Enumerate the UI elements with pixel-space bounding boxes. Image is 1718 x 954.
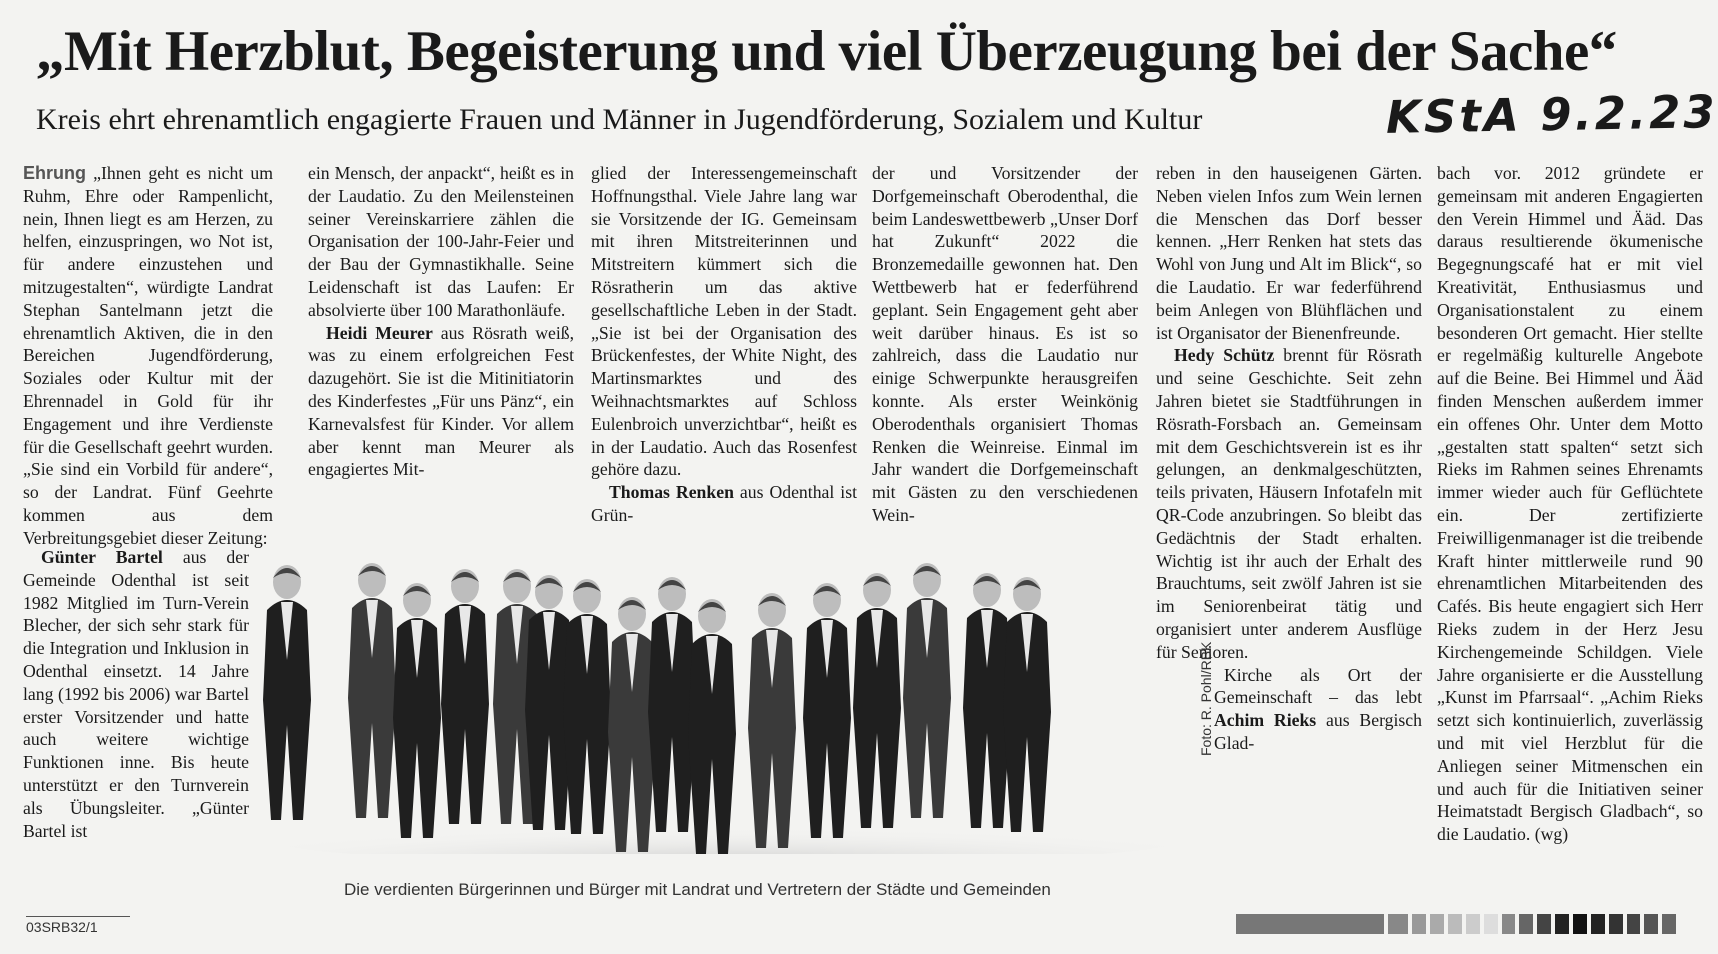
print-bar <box>1609 914 1623 934</box>
print-bar <box>1466 914 1480 934</box>
print-bar <box>1484 914 1498 934</box>
honoree-name-meurer: Heidi Meurer <box>326 322 433 343</box>
group-photo <box>247 536 1212 854</box>
page-code: 03SRB32/1 <box>26 916 130 935</box>
print-bar <box>1412 914 1426 934</box>
print-bar <box>1448 914 1462 934</box>
column-3-text: glied der Interessengemeinschaft Hoffnungsthal. Viele Jahre lang war sie Vorsitzende der IG. Gemeinsam mit ihren Mitstreiterinnen und Mitstreitern kümmert sich die Rösratherin um das aktive gesellschaftliche Leben in der Stadt. „Sie ist bei der Organisation des Brückenfestes, der White Night, des Martinsmarktes und des Weihnachtsmarktes auf Schloss Eulenbroich unverzichtbar“, heißt es in der Laudatio. Auch das Rosenfest gehöre dazu. <box>591 163 857 480</box>
article-column-2 <box>308 162 574 481</box>
column-2-text: ein Mensch, der anpackt“, heißt es in der Laudatio. Zu den Meilensteinen seiner Vereinskarriere zählen die Organisation der 100-Jahr-Feier und der Bau der Gymnastikhalle. Seine Leidenschaft ist das Laufen: Er absolvierte über 100 Marathonläufe. <box>308 163 574 320</box>
kicker-label: Ehrung <box>23 163 86 183</box>
print-bar <box>1627 914 1641 934</box>
honoree-name-renken: Thomas Renken <box>609 482 734 503</box>
print-bar <box>1555 914 1569 934</box>
column-6-text: bach vor. 2012 gründete er gemeinsam mit anderen Engagierten den Verein Himmel und Ääd. Das daraus resultierende ökumenische Begegnungscafé hat er mit viel Kreativität, Enthusiasmus und Organisationstalent zu einem besonderen Ort gemacht. Hier stellte er regelmäßig kulturelle Angebote auf die Beine. Bei Himmel und Ääd finden Menschen außerdem immer ein offenes Ohr. Unter dem Motto „gestalten statt spalten“ setzt sich Rieks im Rahmen seines Ehrenamts immer wieder auch für Geflüchtete ein. Der zertifizierte Freiwilligenmanager ist die treibende Kraft hinter mittlerweile rund 90 ehrenamtlichen Mitarbeitenden des Cafés. Bis heute engagiert sich Herr Rieks zudem in der Herz Jesu Kirchengemeinde Schildgen. Viele Jahre organisierte er die Ausstellung „Kunst im Pfarrsaal“. „Achim Rieks setzt sich kontinuierlich, zuverlässig und mit viel Herzblut für die Anliegen seiner Mitmenschen ein und auch für die Initiativen seiner Heimatstadt Bergisch Gladbach“, so die Laudatio. (wg) <box>1437 163 1703 845</box>
photo-credit: Foto: R. Pohl/RBK <box>1198 641 1214 756</box>
column-4-text: der und Vorsitzender der Dorfgemeinschaft Oberodenthal, die beim Landeswettbewerb „Unser Dorf hat Zukunft“ 2022 die Bronzemedaille gewonnen hat. Den Wettbewerb hat er federführend geplant. Sein Engagement geht aber weit darüber hinaus. Es ist so zahlreich, dass die Laudatio nur einige Schwerpunkte herausgreifen konnte. Als erster Weinkönig Oberodenthals organisiert Thomas Renken die Weinreise. Einmal im Jahr wandert die Dorfgemeinschaft mit Gästen zu den verschiedenen Wein- <box>872 163 1138 525</box>
honoree-name-rieks: Achim Rieks <box>1214 710 1317 731</box>
column-3-lower-text: aus Odenthal ist Grün- <box>591 482 857 525</box>
print-control-bars <box>1236 914 1676 934</box>
article-column-6 <box>1437 162 1703 846</box>
print-bar <box>1502 914 1516 934</box>
article-column-1 <box>23 162 273 550</box>
column-1-text: „Ihnen geht es nicht um Ruhm, Ehre oder Rampenlicht, nein, Ihnen liegt es am Herzen, zu helfen, einzuspringen, wo Not ist, für andere einzustehen und mitzugestalten“, würdigte Landrat Stephan Santelmann jetzt die ehrenamtlich Aktiven, die in den Bereichen Jugendförderung, Soziales oder Kultur mit der Ehrennadel in Gold für ihr Engagement und ihre Verdienste für die Gesellschaft geehrt wurden. „Sie sind ein Vorbild für andere“, so der Landrat. Fünf Geehrte kommen aus dem Verbreitungsgebiet dieser Zeitung: <box>23 163 274 548</box>
print-bar <box>1662 914 1676 934</box>
handwritten-source-note: KStA 9.2.23 <box>1385 85 1718 144</box>
column-5-rieks-intro: Kirche als Ort der Gemeinschaft – das lebt <box>1214 664 1422 708</box>
honoree-name-schuetz: Hedy Schütz <box>1174 345 1275 366</box>
article-column-1-lower <box>23 546 249 842</box>
headline: „Mit Herzblut, Begeisterung und viel Überzeugung bei der Sache“ <box>36 20 1617 83</box>
column-5-rieks-cont: aus Bergisch Glad- <box>1214 710 1422 753</box>
print-bar <box>1644 914 1658 934</box>
article-column-4 <box>872 162 1138 527</box>
print-bar <box>1591 914 1605 934</box>
honoree-name-bartel: Günter Bartel <box>41 547 163 567</box>
print-bar <box>1430 914 1444 934</box>
article-column-3 <box>591 162 857 527</box>
column-5-text: reben in den hauseigenen Gärten. Neben vielen Infos zum Wein lernen die Menschen das Dorf besser kennen. „Herr Renken hat stets das Wohl von Jung und Alt im Blick“, so die Laudatio. Er war federführend beim Anlegen von Blühflächen und ist Organisator der Bienenfreunde. <box>1156 163 1422 343</box>
column-2-lower-text: aus Rösrath weiß, was zu einem erfolgreichen Fest dazugehört. Sie ist die Mitinitiatorin des Kinderfestes „Für uns Pänz“, ein Karnevalsfest für Kinder. Vor allem aber kennt man Meurer als engagiertes Mit- <box>308 322 575 480</box>
column-1-lower-text: aus der Gemeinde Odenthal ist seit 1982 Mitglied im Turn-Verein Blecher, der sich sehr stark für die Integration und Inklusion in Odenthal einsetzt. 14 Jahre lang (1992 bis 2006) war Bartel erster Vorsitzender und hatte auch weitere wichtige Funktionen inne. Bis heute unterstützt er den Turnverein als Übungsleiter. „Günter Bartel ist <box>23 547 249 841</box>
photo-caption: Die verdienten Bürgerinnen und Bürger mit Landrat und Vertretern der Städte und Gemeinden <box>344 880 1051 899</box>
print-bar <box>1236 914 1384 934</box>
column-5-lower-text: brennt für Rösrath und seine Geschichte. Seit zehn Jahren bietet sie Stadtführungen in Rösrath-Forsbach an. Gemeinsam mit dem Geschichtsverein ist es ihr gelungen, an denkmalgeschützten, teils privaten, Häusern Infotafeln mit QR-Code anzubringen. So bleibt das Gedächtnis der Stadt erhalten. Wichtig ist ihr auch der Erhalt des Brauchtums, seit zwölf Jahren ist sie im Seniorenbeirat tätig und organisiert unter anderem Ausflüge für Senioren. <box>1156 345 1422 662</box>
print-bar <box>1537 914 1551 934</box>
subheadline: Kreis ehrt ehrenamtlich engagierte Frauen und Männer in Jugendförderung, Sozialem und Kultur <box>36 103 1203 136</box>
print-bar <box>1519 914 1533 934</box>
print-bar <box>1573 914 1587 934</box>
print-bar <box>1388 914 1408 934</box>
